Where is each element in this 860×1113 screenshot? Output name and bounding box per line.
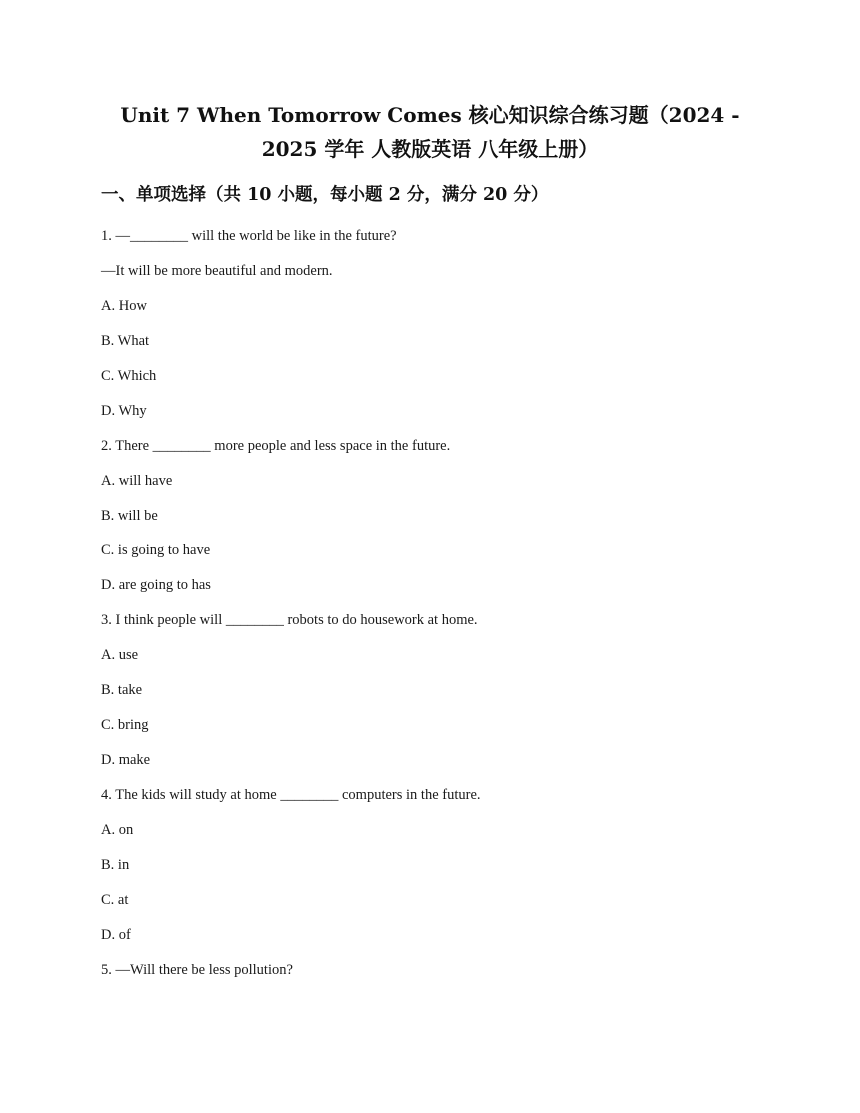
question-stem: 5. —Will there be less pollution? (101, 961, 293, 978)
question-response: —It will be more beautiful and modern. (101, 262, 333, 279)
answer-option: C. Which (101, 367, 157, 384)
answer-option: C. is going to have (101, 542, 211, 559)
answer-option: B. will be (101, 507, 158, 524)
question-stem: 4. The kids will study at home ________ computers in the future. (101, 787, 481, 803)
answer-option: B. take (101, 682, 143, 699)
answer-option: D. are going to has (101, 577, 211, 594)
document-title: Unit 7 When Tomorrow Comes 核心知识综合练习题（2024 - 2025 学年 人教版英语 八年级上册） (120, 103, 740, 161)
answer-option: D. of (101, 926, 131, 943)
section-heading: 一、单项选择（共 10 小题，每小题 2 分，满分 20 分） (101, 185, 549, 205)
answer-option: A. How (101, 297, 147, 314)
answer-option: B. What (101, 332, 150, 349)
answer-option: B. in (101, 856, 130, 873)
answer-option: C. at (101, 891, 129, 908)
question-stem: 2. There ________ more people and less space in the future. (101, 437, 451, 454)
answer-option: A. will have (101, 472, 173, 489)
answer-option: C. bring (101, 717, 149, 734)
question-stem: 1. —________ will the world be like in the future? (101, 228, 397, 244)
question-stem: 3. I think people will ________ robots to do housework at home. (101, 612, 478, 629)
answer-option: D. Why (101, 402, 147, 419)
answer-option: D. make (101, 752, 151, 769)
answer-option: A. on (101, 821, 134, 838)
question-list (101, 226, 481, 995)
answer-option: A. use (101, 647, 139, 664)
